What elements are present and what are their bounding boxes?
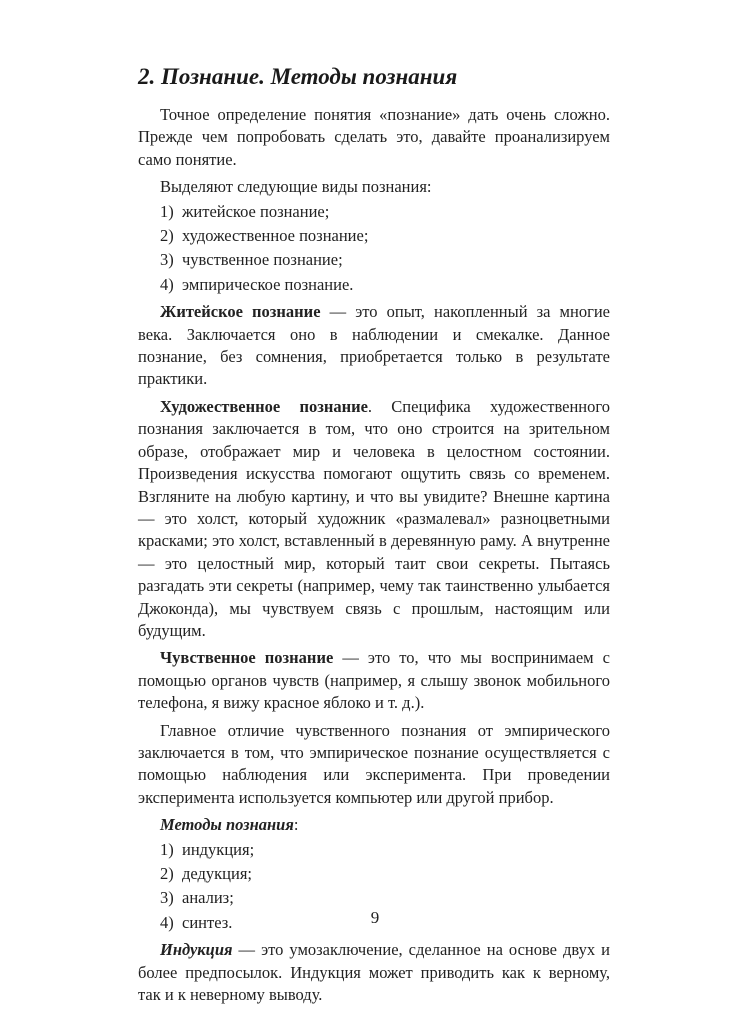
artistic-term: Художественное познание (160, 396, 368, 416)
list-item-text: индукция; (182, 839, 255, 859)
induction-term: Индукция (160, 940, 233, 960)
list-item-text: чувственное познание; (182, 250, 343, 270)
list-item (138, 839, 610, 861)
list-item-text: эмпирическое познание. (182, 274, 354, 294)
list-item (138, 225, 610, 247)
methods-heading (138, 814, 610, 836)
sensory-text: — это то, что мы воспринимаем с помощью органов чувств (например, я слышу звонок мобильного телефона, я вижу красное яблоко и т. д.). (138, 648, 610, 713)
list-item (138, 863, 610, 885)
list-item-text: дедукция; (182, 864, 252, 883)
list-item-text: житейское познание; (182, 201, 330, 221)
list-item (138, 201, 610, 223)
everyday-text: — это опыт, накопленный за многие века. Заключается оно в наблюдении и смекалке. Данное познание, без сомнения, приобретается только в результате практики. (138, 302, 610, 389)
list-number: 3) (160, 888, 174, 908)
sensory-term: Чувственное познание (160, 648, 334, 668)
list-number: 1) (160, 839, 174, 859)
induction-text: — это умозаключение, сделанное на основе двух и более предпосылок. Индукция может приводить как к верному, так и к неверному выводу. (138, 940, 610, 1005)
list-item (138, 249, 610, 271)
everyday-paragraph (138, 301, 610, 391)
page-number: 9 (370, 908, 380, 927)
sensory-paragraph (138, 647, 610, 714)
list-item-text: анализ; (182, 888, 234, 908)
list-item-text: синтез. (182, 912, 233, 932)
everyday-term: Житейское познание (160, 302, 321, 322)
methods-heading-colon: : (293, 815, 299, 835)
list-number: 3) (160, 250, 174, 270)
kinds-list (138, 201, 610, 297)
artistic-paragraph (138, 396, 610, 642)
difference-paragraph: Главное отличие чувственного познания от эмпирического заключается в том, что эмпирическое познание осуществляется с помощью наблюдения или эксперимента. При проведении эксперимента используется компьютер или другой прибор. (138, 720, 610, 807)
list-number: 2) (160, 864, 174, 883)
methods-heading-text: Методы познания (160, 815, 294, 835)
list-number: 2) (160, 226, 174, 246)
list-number: 4) (160, 912, 174, 932)
page-body (138, 62, 610, 1011)
list-item (138, 887, 610, 909)
list-item (138, 274, 610, 296)
list-number: 1) (160, 201, 174, 221)
kinds-intro: Выделяют следующие виды познания: (160, 177, 432, 197)
intro-paragraph: Точное определение понятия «познание» дать очень сложно. Прежде чем попробовать сделать это, давайте проанализируем само понятие. (138, 105, 610, 169)
list-number: 4) (160, 274, 174, 294)
section-title: 2. Познание. Методы познания (138, 64, 458, 89)
induction-paragraph (138, 939, 610, 1006)
artistic-text: . Специфика художественного познания заключается в том, что оно строится на зрительном образе, отображает мир и человека в целостном состоянии. Произведения искусства помогают ощутить связь со временем. Взгляните на любую картину, и что вы увидите? Внешне картина — это холст, который художник «размалевал» разноцветными красками; это холст, вставленный в деревянную раму. А внутренне — это целостный мир, который таит свои секреты. Пытаясь разгадать эти секреты (например, чему так таинственно улыбается Джоконда), мы чувствуем связь с прошлым, настоящим или будущим. (138, 396, 610, 640)
list-item-text: художественное познание; (182, 226, 369, 246)
